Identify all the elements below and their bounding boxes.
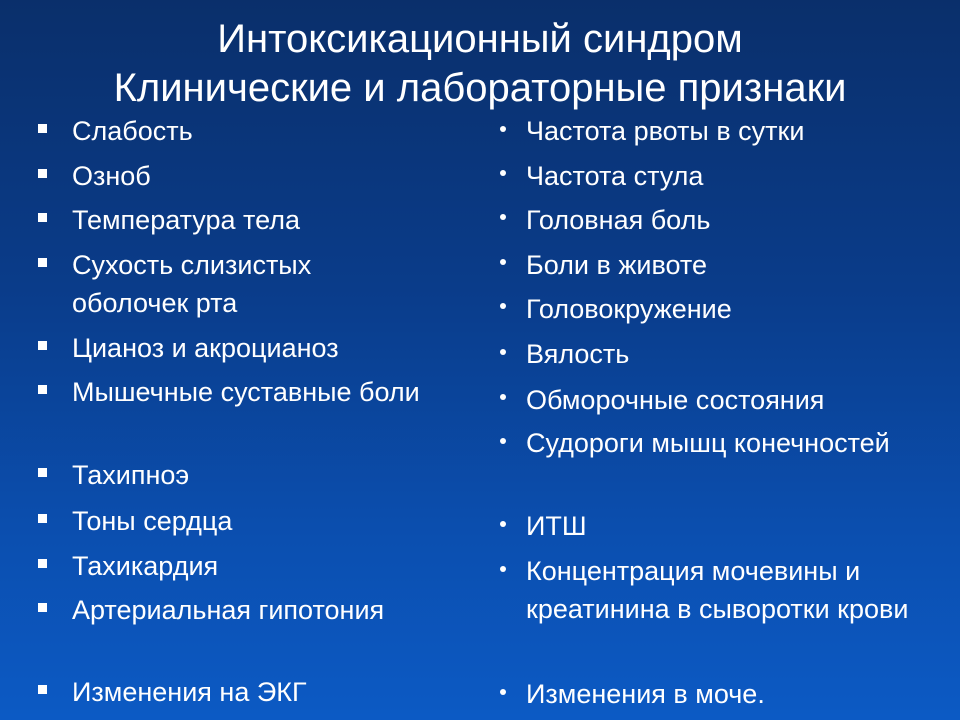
square-bullet-icon — [38, 514, 47, 523]
slide-title-line2: Клинические и лабораторные признаки — [113, 66, 847, 110]
square-bullet-icon — [38, 341, 47, 350]
list-item: Изменения в моче. — [526, 679, 765, 709]
list-item: Головокружение — [526, 294, 732, 324]
square-bullet-icon — [38, 603, 47, 612]
list-item: Частота рвоты в сутки — [526, 116, 805, 146]
square-bullet-icon — [38, 169, 47, 178]
dot-bullet-icon — [500, 689, 506, 695]
list-item: Артериальная гипотония — [72, 595, 385, 625]
list-item: Температура тела — [72, 205, 300, 235]
dot-bullet-icon — [500, 259, 506, 265]
list-item: Озноб — [72, 161, 151, 191]
list-item: Концентрация мочевины и креатинина в сыворотки крови — [526, 556, 909, 624]
dot-bullet-icon — [500, 394, 506, 400]
list-item: Тахипноэ — [72, 460, 190, 490]
list-item: Частота стула — [526, 161, 704, 191]
list-item: Изменения на ЭКГ — [72, 677, 307, 707]
list-item: ИТШ — [526, 511, 587, 541]
list-item: Головная боль — [526, 205, 711, 235]
list-item: Сухость слизистых оболочек рта — [72, 250, 312, 318]
dot-bullet-icon — [500, 170, 506, 176]
dot-bullet-icon — [500, 303, 506, 309]
list-item: Вялость — [526, 339, 630, 369]
square-bullet-icon — [38, 685, 47, 694]
dot-bullet-icon — [500, 214, 506, 220]
dot-bullet-icon — [500, 521, 506, 527]
dot-bullet-icon — [500, 126, 506, 132]
list-item: Обморочные состояния — [526, 385, 825, 415]
dot-bullet-icon — [500, 566, 506, 572]
dot-bullet-icon — [500, 438, 506, 444]
list-item: Слабость — [72, 116, 193, 146]
square-bullet-icon — [38, 124, 47, 133]
list-item: Тахикардия — [72, 551, 219, 581]
square-bullet-icon — [38, 559, 47, 568]
square-bullet-icon — [38, 385, 47, 394]
square-bullet-icon — [38, 258, 47, 267]
list-item: Судороги мышц конечностей — [526, 428, 890, 458]
list-item: Тоны сердца — [72, 506, 233, 536]
slide-title-line1: Интоксикационный синдром — [217, 17, 743, 61]
list-item: Мышечные суставные боли — [72, 377, 420, 407]
square-bullet-icon — [38, 213, 47, 222]
list-item: Боли в животе — [526, 250, 708, 280]
list-item: Цианоз и акроцианоз — [72, 333, 339, 363]
square-bullet-icon — [38, 468, 47, 477]
dot-bullet-icon — [500, 349, 506, 355]
